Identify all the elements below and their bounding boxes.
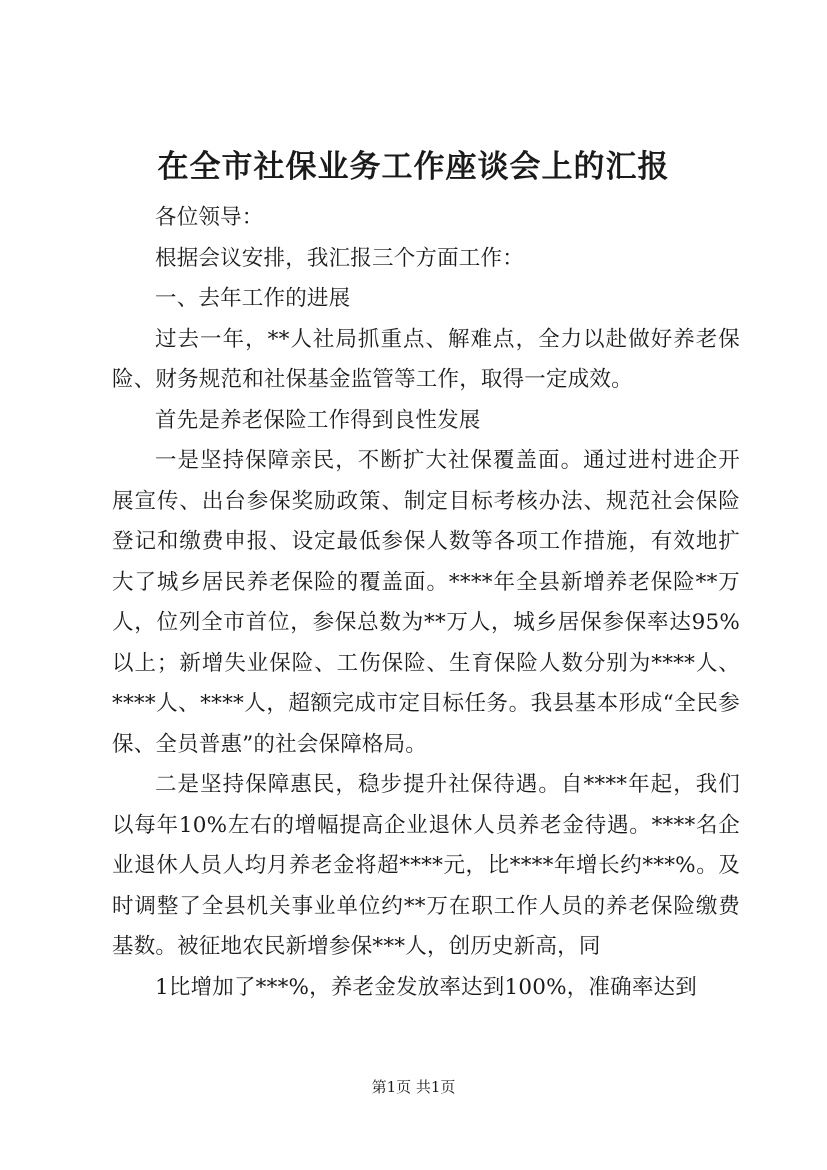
paragraph-point-two: 二是坚持保障惠民，稳步提升社保待遇。自****年起，我们以每年10%左右的增幅提高企业退休人员养老金待遇。****名企业退休人员人均月养老金将超****元，比****年增长约***%。及时调整了全县机关事业单位约**万在职工作人员的养老保险缴费基数。被征地农民新增参保***人，创历史新高，同 — [112, 772, 740, 959]
document-body — [112, 198, 740, 1008]
page-footer: 第1页 共1页 — [371, 1078, 456, 1096]
section-heading: 一、去年工作的进展 — [155, 286, 351, 311]
subsection-heading: 首先是养老保险工作得到良性发展 — [155, 407, 481, 433]
paragraph-point-one: 一是坚持保障亲民，不断扩大社保覆盖面。通过进村进企开展宣传、出台参保奖励政策、制定目标考核办法、规范社会保险登记和缴费申报、设定最低参保人数等各项工作措施，有效地扩大了城乡居民养老保险的覆盖面。****年全县新增养老保险**万人，位列全市首位，参保总数为**万人，城乡居保参保率达95%以上；新增失业保险、工伤保险、生育保险人数分别为****人、****人、****人，超额完成市定目标任务。我县基本形成“全民参保、全员普惠”的社会保障格局。 — [112, 448, 740, 757]
paragraph-overview: 过去一年，**人社局抓重点、解难点，全力以赴做好养老保险、财务规范和社保基金监管等工作，取得一定成效。 — [112, 326, 740, 392]
paragraph-salutation: 各位领导： — [155, 205, 264, 230]
paragraph-continuation: 1比增加了***%，养老金发放率达到100%，准确率达到 — [155, 974, 697, 1000]
document-title: 在全市社保业务工作座谈会上的汇报 — [157, 149, 670, 185]
paragraph-intro: 根据会议安排，我汇报三个方面工作： — [155, 245, 524, 271]
